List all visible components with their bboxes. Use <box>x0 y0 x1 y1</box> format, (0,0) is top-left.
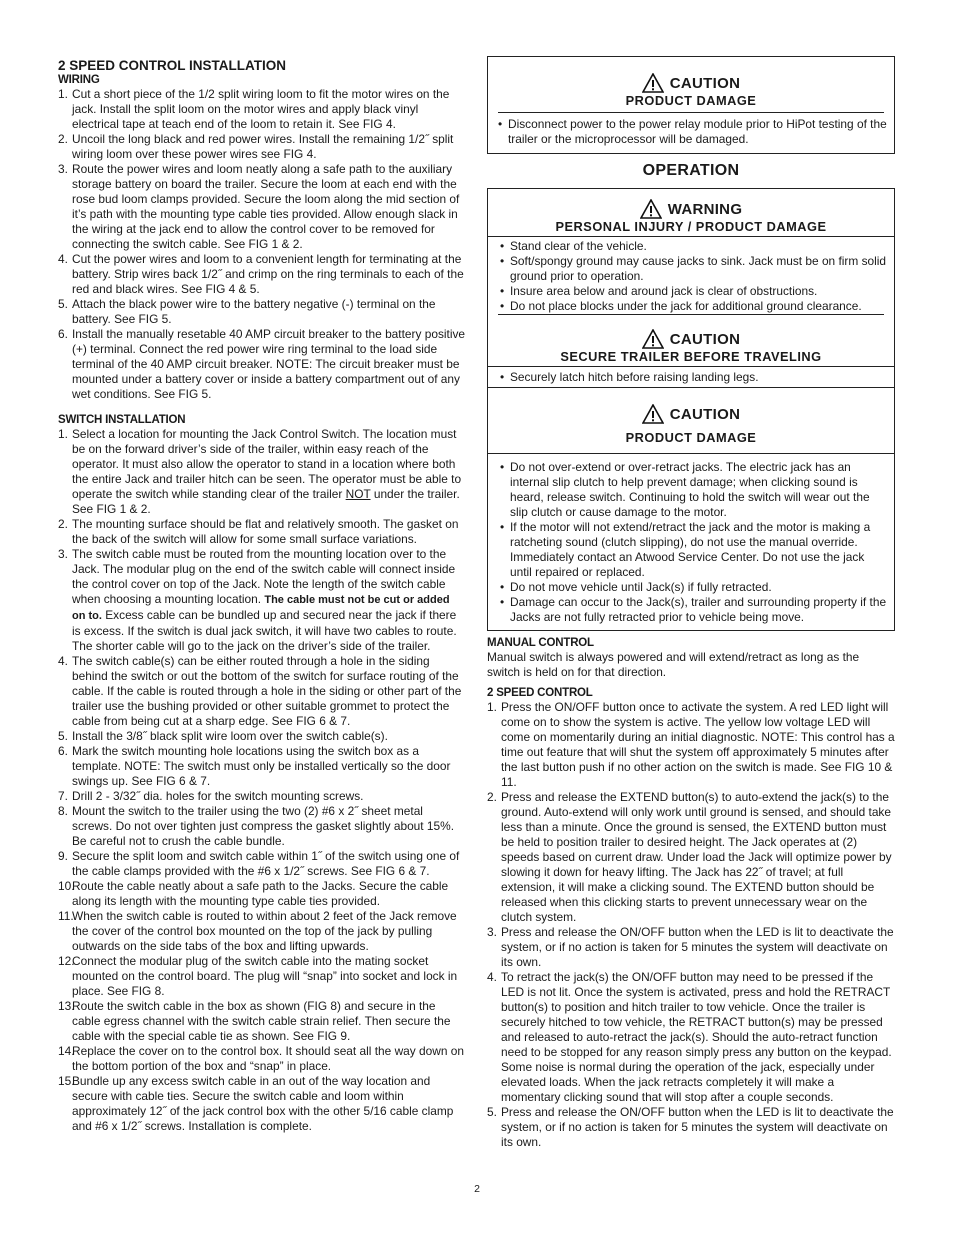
speed-control-heading: 2 SPEED CONTROL <box>487 687 593 699</box>
step-number: 15. <box>58 1074 75 1088</box>
step-text: Replace the cover on to the control box. It should seat all the way down on the bottom portion of the box and “snap” in place. <box>72 1044 464 1073</box>
bullet-dot: • <box>500 239 505 253</box>
step-item <box>58 654 466 729</box>
step-item <box>58 132 466 162</box>
step-item <box>58 1044 466 1074</box>
bullet-text: If the motor will not extend/retract the jack and the motor is making a ratcheting sound (clutch slipping), do not use the manual override. Immediately contact an Atwood Service Center. Do not use the jack until repaired or replaced. <box>510 520 871 579</box>
bullet-item <box>500 239 888 254</box>
warning-triangle-icon <box>642 404 664 424</box>
caution-subtitle: PRODUCT DAMAGE <box>625 430 757 445</box>
step-text: Route the switch cable in the box as shown (FIG 8) and secure in the cable egress channel with the switch cable strain relief. Then secure the cable with the special cable tie as shown. See FIG 9. <box>72 999 451 1043</box>
step-number: 8. <box>58 804 68 818</box>
step-text: Connect the modular plug of the switch cable into the mating socket mounted on the control board. The plug will “snap” into socket and lock in place. See FIG 8. <box>72 954 458 998</box>
step-number: 3. <box>58 162 68 176</box>
step-number: 4. <box>487 970 497 984</box>
step-item <box>58 1074 466 1134</box>
step-text: The mounting surface should be flat and relatively smooth. The gasket on the back of the switch will allow for some small surface variations. <box>72 517 459 546</box>
step-number: 2. <box>58 132 68 146</box>
step-item <box>58 547 466 654</box>
warning-list <box>500 239 888 314</box>
step-item <box>487 925 895 970</box>
step-number: 1. <box>487 700 497 714</box>
step-item <box>58 909 466 954</box>
step-text: The switch cable(s) can be either routed through a hole in the siding behind the switch or out the bottom of the switch for surface routing of the cable. If the cable is routed through a hole in the siding or other part of the trailer use the bushing provided or other suitable grommet to protect the cable from being cut at a sharp edge. See FIG 6 & 7. <box>72 654 462 728</box>
step-text: Install the 3/8˝ black split wire loom over the switch cable(s). <box>72 729 388 743</box>
bullet-text: Damage can occur to the Jack(s), trailer and surrounding property if the Jacks are not fully retracted prior to vehicle being move. <box>510 595 887 624</box>
step-item <box>58 849 466 879</box>
step-number: 5. <box>58 729 68 743</box>
step-item <box>58 954 466 999</box>
step-text: Press the ON/OFF button once to activate the system. A red LED light will come on to show the system is active. The yellow low voltage LED will come on momentarily during an initial diagnostic. NOTE: This control has a time out feature that will shut the system off approximately 5 minutes after the last button push if no other action on the switch is made. See FIG 10 & 11. <box>501 700 895 789</box>
step-item <box>487 970 895 1105</box>
caution-subtitle: PRODUCT DAMAGE <box>625 93 757 108</box>
step-text: Press and release the ON/OFF button when the LED is lit to deactivate the system, or if no action is taken for 5 minutes the system will deactivate on its own. <box>501 1105 894 1149</box>
bullet-dot: • <box>500 370 505 384</box>
step-number: 12. <box>58 954 75 968</box>
caution-label: CAUTION <box>669 405 741 423</box>
step-text: Press and release the EXTEND button(s) to auto-extend the jack(s) to the ground. Auto-extend will only work until ground is sensed, and should take less than a minute. Once the ground is sensed, the EXTEND button must be held to position trailer to desired height. The Jack operates at (2) speeds based on current draw. Under load the Jack will optimize power by slowing it down for heavy lifting. The Jack has 22˝ of travel; at full extension, it will make a clicking sound. The EXTEND button should be released when this clicking starts to prevent unnecessary wear on the clutch system. <box>501 790 892 924</box>
manual-control-heading: MANUAL CONTROL <box>487 637 594 649</box>
step-number: 4. <box>58 252 68 266</box>
bullet-text: Do not move vehicle until Jack(s) if fully retracted. <box>510 580 772 594</box>
bullet-item <box>500 254 888 284</box>
step-item <box>58 327 466 402</box>
wiring-steps <box>58 87 466 402</box>
step-text: Secure the split loom and switch cable within 1˝ of the switch using one of the cable clamps provided with the #6 x 1/2˝ screws. See FIG 6 & 7. <box>72 849 460 878</box>
step-text: Uncoil the long black and red power wires. Install the remaining 1/2˝ split wiring loom over these power wires see FIG 4. <box>72 132 454 161</box>
right-column <box>487 56 895 1150</box>
caution-box-hipot <box>487 56 895 154</box>
caution-label: CAUTION <box>669 330 741 348</box>
step-item <box>58 87 466 132</box>
step-text: To retract the jack(s) the ON/OFF button may need to be pressed if the LED is not lit. Once the system is activated, press and hold the RETRACT button(s) to position and hitch trailer to tow vehicle. Once the trailer is securely hitched to tow vehicle, the RETRACT button(s) may be pressed and released to auto-retract the jack(s). Should the auto-retract function need to be stopped for any reason simply press any button on the keypad. Some noise is normal during the operation of the jack, especially under elevated loads. When the jack retracts completely it will make a momentary clicking sound that will stop after a couple seconds. <box>501 970 892 1104</box>
step-number: 6. <box>58 744 68 758</box>
bullet-item <box>498 117 888 147</box>
warning-triangle-icon <box>642 329 664 349</box>
bullet-dot: • <box>500 460 505 474</box>
step-number: 6. <box>58 327 68 341</box>
caution3-list <box>500 460 888 625</box>
step-item <box>58 789 466 804</box>
caution-trailer-section <box>488 315 894 364</box>
step-number: 2. <box>487 790 497 804</box>
caution-label: CAUTION <box>669 74 741 92</box>
step-text: When the switch cable is routed to within about 2 feet of the Jack remove the cover of the control box mounted on the top of the jack by pulling outwards on the side tabs of the box and lifting upwards. <box>72 909 457 953</box>
warning-label: WARNING <box>667 200 743 218</box>
bullet-text: Do not place blocks under the jack for additional ground clearance. <box>510 299 862 313</box>
step-number: 5. <box>58 297 68 311</box>
step-number: 7. <box>58 789 68 803</box>
bullet-dot: • <box>500 254 505 268</box>
bullet-item <box>500 370 888 385</box>
wiring-heading: WIRING <box>58 74 100 86</box>
bullet-text: Disconnect power to the power relay module prior to HiPot testing of the trailer or the microprocessor will be damaged. <box>508 117 887 146</box>
step-item <box>58 729 466 744</box>
step-item <box>58 804 466 849</box>
step-text: Mark the switch mounting hole locations using the switch box as a template. NOTE: The switch must only be installed vertically so the door swings up. See FIG 6 & 7. <box>72 744 451 788</box>
step-number: 2. <box>58 517 68 531</box>
caution-subtitle: SECURE TRAILER BEFORE TRAVELING <box>560 349 822 364</box>
bullet-text: Stand clear of the vehicle. <box>510 239 647 253</box>
warning-subtitle: PERSONAL INJURY / PRODUCT DAMAGE <box>555 219 827 234</box>
step-text: The switch cable must be routed from the mounting location over to the Jack. The modular plug on the end of the switch cable will connect inside the control cover on top of the Jack. Note the length of the switch cable when choosing a mounting location. The cable must not be cut or added on to. Excess cable can be bundled up and secured near the jack if there is excess. If the switch is dual jack switch, it will have two cables to route. The shorter cable will go to the jack on the driver’s side of the trailer. <box>72 547 457 653</box>
step-text: Bundle up any excess switch cable in an out of the way location and secure with cable ties. Secure the switch cable and loom within approximately 12˝ of the jack control box with the other 5/16 cable clamp and #6 x 1/2˝ screws. Installation is complete. <box>72 1074 454 1133</box>
step-item <box>58 162 466 252</box>
bullet-dot: • <box>500 520 505 534</box>
step-number: 9. <box>58 849 68 863</box>
caution-damage-section <box>488 388 894 449</box>
bullet-dot: • <box>500 284 505 298</box>
switch-steps <box>58 427 466 1134</box>
step-text: Install the manually resetable 40 AMP circuit breaker to the battery positive (+) terminal. Connect the red power wire ring terminal to the load side terminal of the 40 AMP circuit breaker. NOTE: The circuit breaker must be mounted under a battery cover or inside a battery compartment out of any wet conditions. See FIG 5. <box>72 327 466 401</box>
bullet-item <box>500 460 888 520</box>
step-number: 1. <box>58 87 68 101</box>
bullet-dot: • <box>500 595 505 609</box>
warning-section <box>488 189 894 234</box>
step-number: 14. <box>58 1044 75 1058</box>
bullet-item <box>500 580 888 595</box>
warning-triangle-icon <box>640 199 662 219</box>
step-item <box>58 879 466 909</box>
step-text: Cut a short piece of the 1/2 split wiring loom to fit the motor wires on the jack. Install the split loom on the motor wires and apply black vinyl electrical tape at teach end of the loom to retain it. See FIG 4. <box>72 87 450 131</box>
step-text: Cut the power wires and loom to a convenient length for terminating at the battery. Strip wires back 1/2˝ and crimp on the ring terminals to each of the red and black wires. See FIG 4 & 5. <box>72 252 464 296</box>
step-item <box>487 1105 895 1150</box>
step-text: Drill 2 - 3/32˝ dia. holes for the switch mounting screws. <box>72 789 364 803</box>
left-column <box>58 56 466 1134</box>
step-text: Route the power wires and loom neatly along a safe path to the auxiliary storage battery on board the trailer. Secure the loom at each end with the rose bud loom clamps provided. Secure the loom along the mid section of it’s path with the mounting type cable ties provided. Allow enough slack in the wiring at the jack end to allow the control cover to be removed for connecting the switch cable. See FIG 1 & 2. <box>72 162 460 251</box>
step-number: 10. <box>58 879 75 893</box>
bullet-dot: • <box>498 117 503 131</box>
step-number: 5. <box>487 1105 497 1119</box>
step-item <box>58 517 466 547</box>
section-title: 2 SPEED CONTROL INSTALLATION <box>58 58 287 73</box>
step-number: 11. <box>58 909 74 923</box>
step-number: 3. <box>58 547 68 561</box>
step-text: Select a location for mounting the Jack Control Switch. The location must be on the forward driver’s side of the trailer, within easy reach of the operator. It must also allow the operator to stand in a location where both the entire Jack and trailer hitch can be seen. The operator must be able to operate the switch while standing clear of the trailer NOT under the trailer. See FIG 1 & 2. <box>72 427 462 516</box>
step-number: 3. <box>487 925 497 939</box>
step-text: Attach the black power wire to the battery negative (-) terminal on the battery. See FIG 5. <box>72 297 436 326</box>
step-number: 4. <box>58 654 68 668</box>
speed-control-steps <box>487 700 895 1150</box>
bullet-item <box>500 520 888 580</box>
caution2-list <box>500 370 888 385</box>
bullet-item <box>500 299 888 314</box>
step-text: Press and release the ON/OFF button when the LED is lit to deactivate the system, or if no action is taken for 5 minutes the system will deactivate on its own. <box>501 925 894 969</box>
bullet-text: Securely latch hitch before raising landing legs. <box>510 370 759 384</box>
step-item <box>58 999 466 1044</box>
step-item <box>487 790 895 925</box>
bullet-item <box>500 284 888 299</box>
caution1-list <box>498 117 888 147</box>
step-item <box>58 252 466 297</box>
warning-group-box <box>487 188 895 631</box>
bullet-text: Do not over-extend or over-retract jacks. The electric jack has an internal slip clutch to help prevent damage; when clicking sound is heard, release switch. Continuing to hold the switch will wear out the slip clutch or cause damage to the motor. <box>510 460 870 519</box>
warning-triangle-icon <box>642 73 664 93</box>
page-number: 2 <box>474 1183 480 1195</box>
manual-control-text: Manual switch is always powered and will extend/retract as long as the switch is held on for that direction. <box>487 650 860 679</box>
bullet-text: Soft/spongy ground may cause jacks to sink. Jack must be on firm solid ground prior to operation. <box>510 254 887 283</box>
operation-title: OPERATION <box>642 162 740 179</box>
step-item <box>58 427 466 517</box>
bullet-text: Insure area below and around jack is clear of obstructions. <box>510 284 818 298</box>
switch-heading: SWITCH INSTALLATION <box>58 414 186 426</box>
bullet-dot: • <box>500 580 505 594</box>
step-text: Mount the switch to the trailer using the two (2) #6 x 2˝ sheet metal screws. Do not over tighten just compress the gasket slightly about 15%. Be careful not to crush the cable bundle. <box>72 804 455 848</box>
step-item <box>58 744 466 789</box>
bullet-item <box>500 595 888 625</box>
step-number: 13. <box>58 999 75 1013</box>
step-text: Route the cable neatly about a safe path to the Jacks. Secure the cable along its length with the mounting type cable ties provided. <box>72 879 449 908</box>
bullet-dot: • <box>500 299 505 313</box>
step-item <box>487 700 895 790</box>
step-item <box>58 297 466 327</box>
step-number: 1. <box>58 427 68 441</box>
